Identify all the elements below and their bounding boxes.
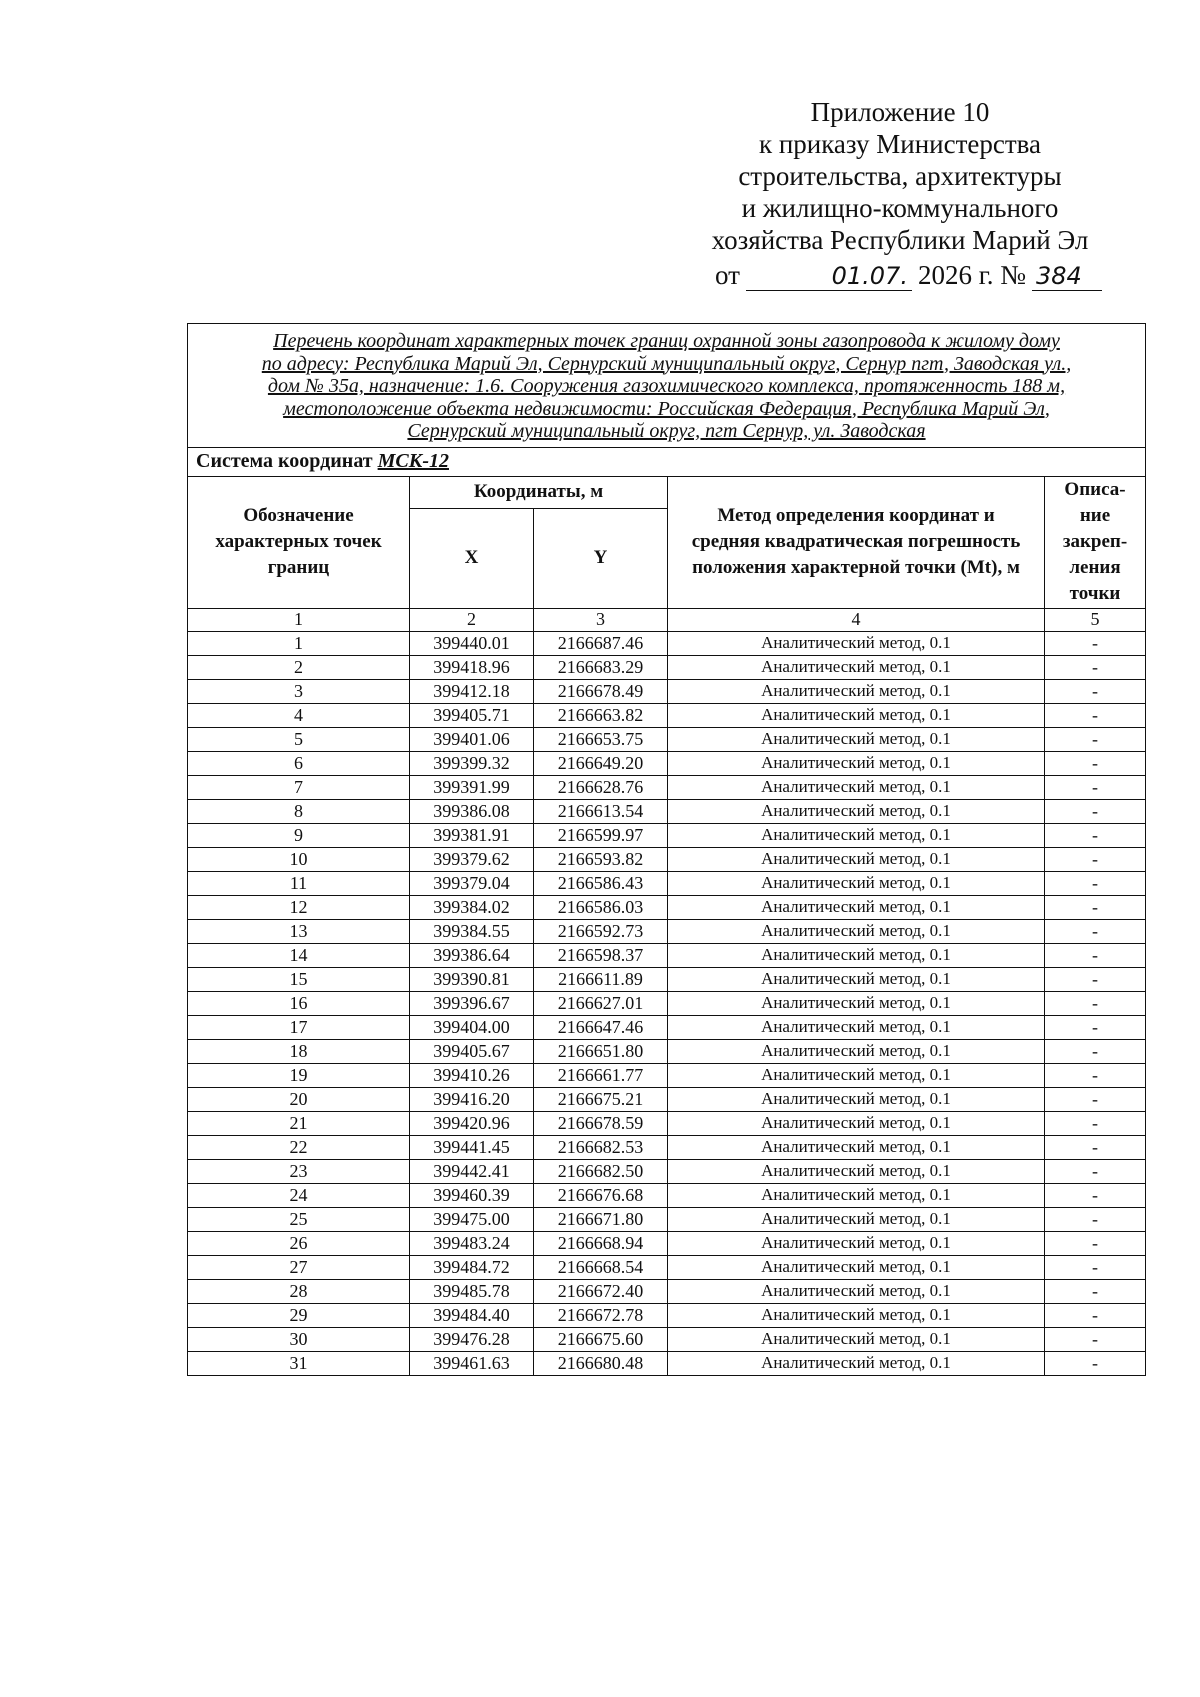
coordinate-system-value: МСК-12 — [377, 450, 449, 472]
table-row — [188, 727, 1146, 751]
table-row — [188, 799, 1146, 823]
x-coordinate-cell: 399391.99 — [410, 775, 534, 799]
header-x: X — [410, 508, 534, 608]
description-cell: - — [1045, 1039, 1146, 1063]
point-number-cell: 6 — [188, 751, 410, 775]
x-coordinate-cell: 399404.00 — [410, 1015, 534, 1039]
header-coordinates: Координаты, м — [410, 476, 668, 508]
description-cell: - — [1045, 1303, 1146, 1327]
x-coordinate-cell: 399379.04 — [410, 871, 534, 895]
y-coordinate-cell: 2166678.49 — [534, 679, 668, 703]
x-coordinate-cell: 399379.62 — [410, 847, 534, 871]
y-coordinate-cell: 2166599.97 — [534, 823, 668, 847]
y-coordinate-cell: 2166628.76 — [534, 775, 668, 799]
description-cell: - — [1045, 679, 1146, 703]
description-cell: - — [1045, 1015, 1146, 1039]
x-coordinate-cell: 399485.78 — [410, 1279, 534, 1303]
description-cell: - — [1045, 871, 1146, 895]
method-cell: Аналитический метод, 0.1 — [668, 1327, 1045, 1351]
table-row — [188, 703, 1146, 727]
x-coordinate-cell: 399386.64 — [410, 943, 534, 967]
point-number-cell: 16 — [188, 991, 410, 1015]
x-coordinate-cell: 399405.67 — [410, 1039, 534, 1063]
y-coordinate-cell: 2166586.03 — [534, 895, 668, 919]
method-cell: Аналитический метод, 0.1 — [668, 1183, 1045, 1207]
y-coordinate-cell: 2166586.43 — [534, 871, 668, 895]
point-number-cell: 8 — [188, 799, 410, 823]
coordinate-system-row — [188, 447, 1146, 476]
description-cell: - — [1045, 703, 1146, 727]
y-coordinate-cell: 2166675.60 — [534, 1327, 668, 1351]
table-row — [188, 751, 1146, 775]
x-coordinate-cell: 399384.55 — [410, 919, 534, 943]
description-cell: - — [1045, 1255, 1146, 1279]
description-cell: - — [1045, 1111, 1146, 1135]
table-row — [188, 967, 1146, 991]
description-cell: - — [1045, 727, 1146, 751]
table-row — [188, 1039, 1146, 1063]
y-coordinate-cell: 2166687.46 — [534, 631, 668, 655]
method-cell: Аналитический метод, 0.1 — [668, 631, 1045, 655]
caption-line-1: Перечень координат характерных точек границ охранной зоны газопровода к жилому дому — [273, 330, 1060, 352]
y-coordinate-cell: 2166627.01 — [534, 991, 668, 1015]
point-number-cell: 7 — [188, 775, 410, 799]
caption-line-3: дом № 35а, назначение: 1.6. Сооружения газохимического комплекса, протяженность 188 м, — [267, 375, 1066, 397]
x-coordinate-cell: 399405.71 — [410, 703, 534, 727]
order-date-line — [715, 260, 1102, 291]
table-row — [188, 1303, 1146, 1327]
method-cell: Аналитический метод, 0.1 — [668, 703, 1045, 727]
point-number-cell: 30 — [188, 1327, 410, 1351]
description-cell: - — [1045, 919, 1146, 943]
x-coordinate-cell: 399418.96 — [410, 655, 534, 679]
point-number-cell: 10 — [188, 847, 410, 871]
header-method: Метод определения координат и средняя квадратическая погрешность положения характерной точки (Mt), м — [668, 476, 1045, 608]
description-cell: - — [1045, 1351, 1146, 1375]
table-row — [188, 919, 1146, 943]
y-coordinate-cell: 2166661.77 — [534, 1063, 668, 1087]
table-row — [188, 1087, 1146, 1111]
x-coordinate-cell: 399412.18 — [410, 679, 534, 703]
x-coordinate-cell: 399386.08 — [410, 799, 534, 823]
method-cell: Аналитический метод, 0.1 — [668, 727, 1045, 751]
table-row — [188, 1063, 1146, 1087]
method-cell: Аналитический метод, 0.1 — [668, 895, 1045, 919]
point-number-cell: 27 — [188, 1255, 410, 1279]
x-coordinate-cell: 399440.01 — [410, 631, 534, 655]
y-coordinate-cell: 2166680.48 — [534, 1351, 668, 1375]
point-number-cell: 14 — [188, 943, 410, 967]
column-number: 2 — [410, 608, 534, 631]
description-cell: - — [1045, 775, 1146, 799]
point-number-cell: 23 — [188, 1159, 410, 1183]
method-cell: Аналитический метод, 0.1 — [668, 1135, 1045, 1159]
x-coordinate-cell: 399475.00 — [410, 1207, 534, 1231]
year-text: 2026 г. № — [917, 260, 1026, 290]
column-number: 3 — [534, 608, 668, 631]
y-coordinate-cell: 2166598.37 — [534, 943, 668, 967]
table-row — [188, 679, 1146, 703]
x-coordinate-cell: 399384.02 — [410, 895, 534, 919]
method-cell: Аналитический метод, 0.1 — [668, 679, 1045, 703]
x-coordinate-cell: 399476.28 — [410, 1327, 534, 1351]
x-coordinate-cell: 399461.63 — [410, 1351, 534, 1375]
y-coordinate-cell: 2166649.20 — [534, 751, 668, 775]
point-number-cell: 29 — [188, 1303, 410, 1327]
point-number-cell: 25 — [188, 1207, 410, 1231]
method-cell: Аналитический метод, 0.1 — [668, 847, 1045, 871]
method-cell: Аналитический метод, 0.1 — [668, 1303, 1045, 1327]
order-number-handwritten: 384 — [1032, 262, 1102, 291]
point-number-cell: 17 — [188, 1015, 410, 1039]
description-cell: - — [1045, 1207, 1146, 1231]
x-coordinate-cell: 399484.72 — [410, 1255, 534, 1279]
x-coordinate-cell: 399381.91 — [410, 823, 534, 847]
y-coordinate-cell: 2166663.82 — [534, 703, 668, 727]
date-prefix: от — [715, 260, 740, 290]
column-number: 4 — [668, 608, 1045, 631]
point-number-cell: 5 — [188, 727, 410, 751]
description-cell: - — [1045, 1183, 1146, 1207]
method-cell: Аналитический метод, 0.1 — [668, 1039, 1045, 1063]
y-coordinate-cell: 2166672.78 — [534, 1303, 668, 1327]
x-coordinate-cell: 399483.24 — [410, 1231, 534, 1255]
x-coordinate-cell: 399460.39 — [410, 1183, 534, 1207]
table-row — [188, 991, 1146, 1015]
y-coordinate-cell: 2166647.46 — [534, 1015, 668, 1039]
description-cell: - — [1045, 751, 1146, 775]
header-y: Y — [534, 508, 668, 608]
y-coordinate-cell: 2166592.73 — [534, 919, 668, 943]
method-cell: Аналитический метод, 0.1 — [668, 751, 1045, 775]
y-coordinate-cell: 2166682.50 — [534, 1159, 668, 1183]
description-cell: - — [1045, 1231, 1146, 1255]
caption-line-4: местоположение объекта недвижимости: Российская Федерация, Республика Марий Эл, — [283, 397, 1050, 420]
table-row — [188, 1135, 1146, 1159]
header-line-5: хозяйства Республики Марий Эл — [711, 225, 1089, 255]
method-cell: Аналитический метод, 0.1 — [668, 1015, 1045, 1039]
x-coordinate-cell: 399442.41 — [410, 1159, 534, 1183]
table-row — [188, 631, 1146, 655]
y-coordinate-cell: 2166613.54 — [534, 799, 668, 823]
x-coordinate-cell: 399441.45 — [410, 1135, 534, 1159]
description-cell: - — [1045, 1327, 1146, 1351]
point-number-cell: 22 — [188, 1135, 410, 1159]
table-row — [188, 1159, 1146, 1183]
point-number-cell: 21 — [188, 1111, 410, 1135]
method-cell: Аналитический метод, 0.1 — [668, 1351, 1045, 1375]
coordinate-system-label: Система координат — [196, 450, 373, 472]
point-number-cell: 13 — [188, 919, 410, 943]
y-coordinate-cell: 2166593.82 — [534, 847, 668, 871]
table-row — [188, 1351, 1146, 1375]
point-number-cell: 1 — [188, 631, 410, 655]
method-cell: Аналитический метод, 0.1 — [668, 655, 1045, 679]
point-number-cell: 24 — [188, 1183, 410, 1207]
y-coordinate-cell: 2166651.80 — [534, 1039, 668, 1063]
description-cell: - — [1045, 943, 1146, 967]
y-coordinate-cell: 2166653.75 — [534, 727, 668, 751]
description-cell: - — [1045, 631, 1146, 655]
point-number-cell: 20 — [188, 1087, 410, 1111]
table-row — [188, 823, 1146, 847]
y-coordinate-cell: 2166682.53 — [534, 1135, 668, 1159]
y-coordinate-cell: 2166611.89 — [534, 967, 668, 991]
description-cell: - — [1045, 1063, 1146, 1087]
point-number-cell: 19 — [188, 1063, 410, 1087]
description-cell: - — [1045, 799, 1146, 823]
description-cell: - — [1045, 1279, 1146, 1303]
table-row — [188, 1183, 1146, 1207]
header-line-4: и жилищно-коммунального — [741, 193, 1059, 223]
point-number-cell: 12 — [188, 895, 410, 919]
description-cell: - — [1045, 847, 1146, 871]
description-cell: - — [1045, 1135, 1146, 1159]
y-coordinate-cell: 2166671.80 — [534, 1207, 668, 1231]
point-number-cell: 28 — [188, 1279, 410, 1303]
table-row — [188, 871, 1146, 895]
method-cell: Аналитический метод, 0.1 — [668, 871, 1045, 895]
method-cell: Аналитический метод, 0.1 — [668, 1087, 1045, 1111]
y-coordinate-cell: 2166668.94 — [534, 1231, 668, 1255]
y-coordinate-cell: 2166672.40 — [534, 1279, 668, 1303]
table-row — [188, 1015, 1146, 1039]
y-coordinate-cell: 2166683.29 — [534, 655, 668, 679]
method-cell: Аналитический метод, 0.1 — [668, 1159, 1045, 1183]
x-coordinate-cell: 399484.40 — [410, 1303, 534, 1327]
x-coordinate-cell: 399390.81 — [410, 967, 534, 991]
point-number-cell: 15 — [188, 967, 410, 991]
caption-line-5: Сернурский муниципальный округ, пгт Сернур, ул. Заводская — [407, 420, 926, 442]
table-row — [188, 895, 1146, 919]
y-coordinate-cell: 2166668.54 — [534, 1255, 668, 1279]
x-coordinate-cell: 399401.06 — [410, 727, 534, 751]
y-coordinate-cell: 2166678.59 — [534, 1111, 668, 1135]
y-coordinate-cell: 2166675.21 — [534, 1087, 668, 1111]
table-caption — [188, 324, 1146, 448]
point-number-cell: 2 — [188, 655, 410, 679]
table-row — [188, 1207, 1146, 1231]
column-number: 5 — [1045, 608, 1146, 631]
description-cell: - — [1045, 823, 1146, 847]
method-cell: Аналитический метод, 0.1 — [668, 967, 1045, 991]
method-cell: Аналитический метод, 0.1 — [668, 775, 1045, 799]
x-coordinate-cell: 399410.26 — [410, 1063, 534, 1087]
table-row — [188, 1255, 1146, 1279]
description-cell: - — [1045, 967, 1146, 991]
description-cell: - — [1045, 1159, 1146, 1183]
point-number-cell: 9 — [188, 823, 410, 847]
method-cell: Аналитический метод, 0.1 — [668, 799, 1045, 823]
method-cell: Аналитический метод, 0.1 — [668, 919, 1045, 943]
x-coordinate-cell: 399420.96 — [410, 1111, 534, 1135]
method-cell: Аналитический метод, 0.1 — [668, 1207, 1045, 1231]
x-coordinate-cell: 399396.67 — [410, 991, 534, 1015]
header-line-1: Приложение 10 — [810, 97, 990, 127]
point-number-cell: 11 — [188, 871, 410, 895]
method-cell: Аналитический метод, 0.1 — [668, 1255, 1045, 1279]
table-row — [188, 943, 1146, 967]
order-date-handwritten: 01.07. — [746, 262, 912, 291]
table-row — [188, 1327, 1146, 1351]
point-number-cell: 31 — [188, 1351, 410, 1375]
point-number-cell: 26 — [188, 1231, 410, 1255]
appendix-header — [690, 96, 1110, 256]
description-cell: - — [1045, 655, 1146, 679]
point-number-cell: 18 — [188, 1039, 410, 1063]
method-cell: Аналитический метод, 0.1 — [668, 991, 1045, 1015]
table-row — [188, 1111, 1146, 1135]
x-coordinate-cell: 399399.32 — [410, 751, 534, 775]
method-cell: Аналитический метод, 0.1 — [668, 943, 1045, 967]
table-row — [188, 655, 1146, 679]
point-number-cell: 3 — [188, 679, 410, 703]
description-cell: - — [1045, 991, 1146, 1015]
table-row — [188, 847, 1146, 871]
table-row — [188, 775, 1146, 799]
method-cell: Аналитический метод, 0.1 — [668, 1063, 1045, 1087]
description-cell: - — [1045, 1087, 1146, 1111]
header-points: Обозначение характерных точек границ — [188, 476, 410, 608]
column-number: 1 — [188, 608, 410, 631]
header-line-2: к приказу Министерства — [758, 129, 1042, 159]
description-cell: - — [1045, 895, 1146, 919]
y-coordinate-cell: 2166676.68 — [534, 1183, 668, 1207]
method-cell: Аналитический метод, 0.1 — [668, 823, 1045, 847]
column-number-row — [188, 608, 1146, 631]
coordinates-table — [187, 323, 1146, 1376]
table-row — [188, 1231, 1146, 1255]
table-row — [188, 1279, 1146, 1303]
header-line-3: строительства, архитектуры — [738, 161, 1062, 191]
point-number-cell: 4 — [188, 703, 410, 727]
method-cell: Аналитический метод, 0.1 — [668, 1279, 1045, 1303]
method-cell: Аналитический метод, 0.1 — [668, 1231, 1045, 1255]
x-coordinate-cell: 399416.20 — [410, 1087, 534, 1111]
method-cell: Аналитический метод, 0.1 — [668, 1111, 1045, 1135]
caption-line-2: по адресу: Республика Марий Эл, Сернурский муниципальный округ, Сернур пгт, Заводская ул., — [261, 352, 1072, 375]
header-description: Описа-ние закреп-ления точки — [1045, 476, 1146, 608]
